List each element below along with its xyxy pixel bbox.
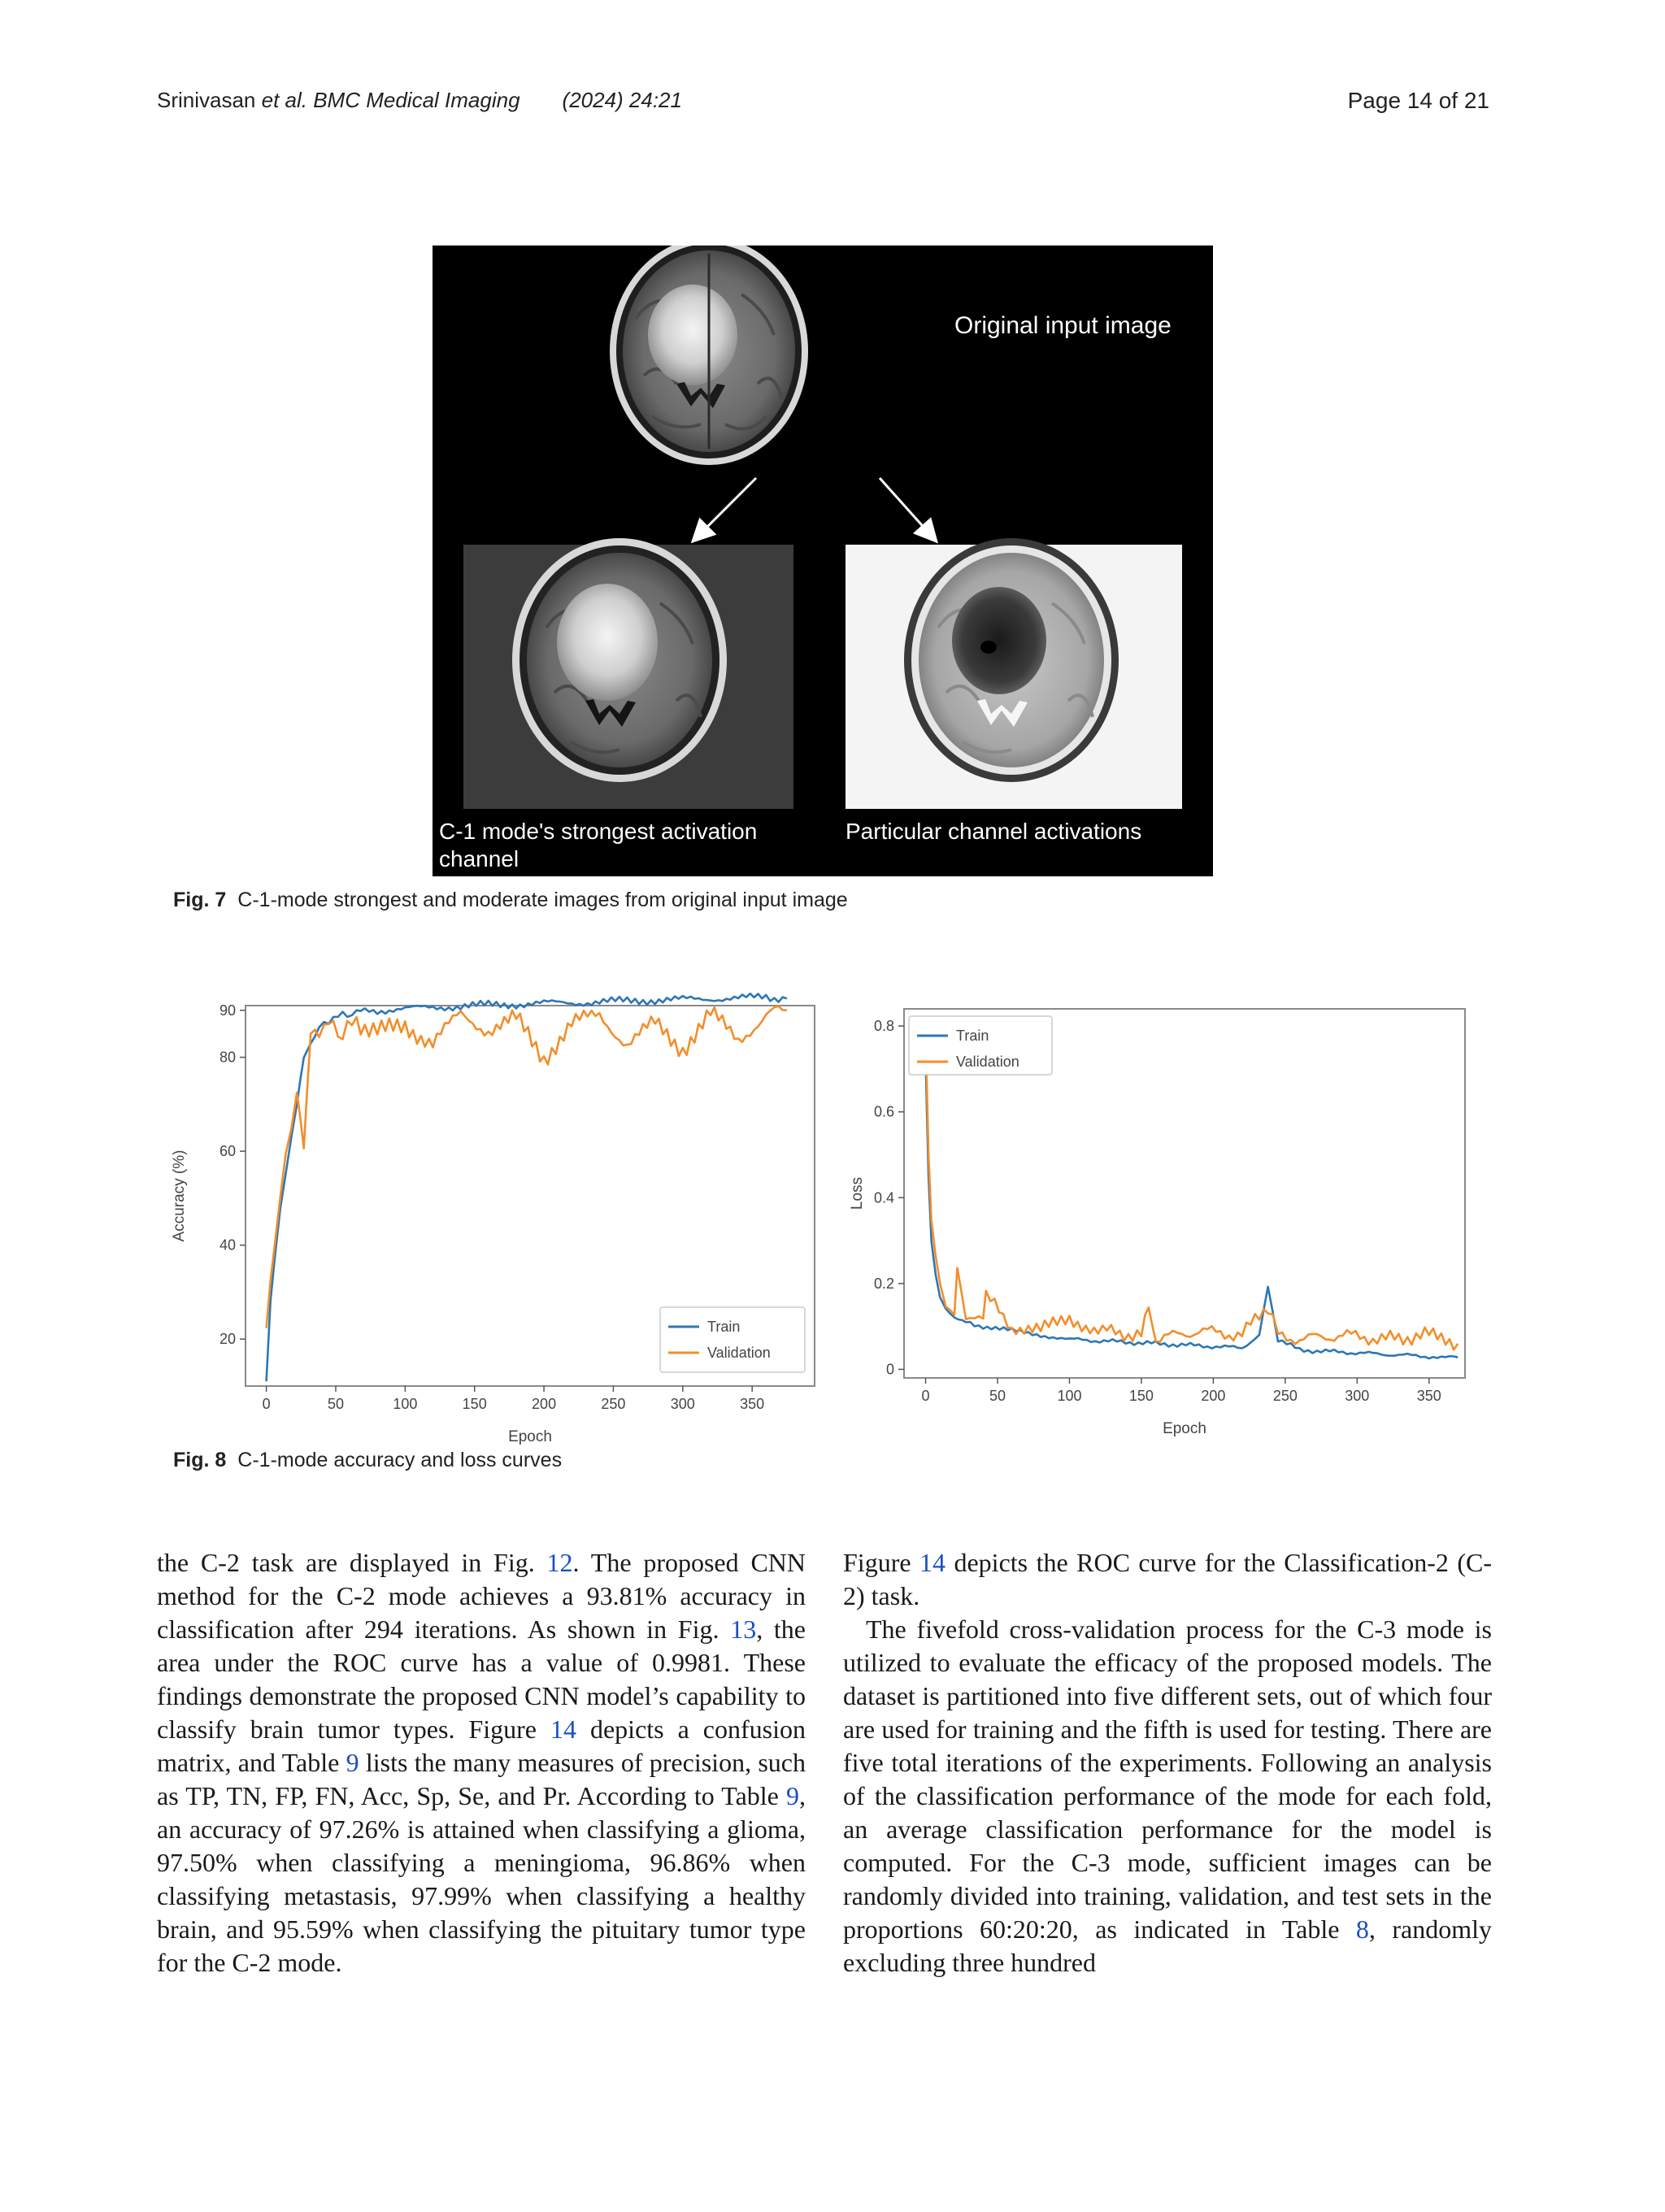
text-run: The fivefold cross-validation process for the C-3 mode is utilized to evaluate the efficacy of the proposed models. The dataset is partitioned into five different sets, out of which four are used for training and the fifth is used for testing. There are five total iterations of the experiments. Following an analysis of the classification performance of the mode for each fold, an average classification performance for the model is computed. For the C-3 mode, sufficient images can be randomly divided into training, validation, and test sets in the proportions 60:20:20, as indicated in Table xyxy=(843,1614,1492,1944)
x-tick-label: 50 xyxy=(327,1396,344,1412)
legend-label-train: Train xyxy=(956,1028,989,1044)
x-tick-label: 100 xyxy=(1057,1388,1082,1404)
label-strongest-line2: channel xyxy=(439,846,519,871)
x-tick-label: 200 xyxy=(532,1396,557,1412)
x-tick-label: 150 xyxy=(462,1396,487,1412)
y-axis-label: Accuracy (%) xyxy=(171,1149,188,1242)
legend-label-validation: Validation xyxy=(707,1345,771,1361)
x-tick-label: 300 xyxy=(670,1396,695,1412)
figure-8-caption xyxy=(173,1449,562,1472)
y-tick-label: 0.6 xyxy=(873,1103,894,1120)
x-tick-label: 0 xyxy=(921,1388,930,1404)
figure-7-caption-text: C-1-mode strongest and moderate images from original input image xyxy=(237,889,848,911)
figure-7-caption xyxy=(173,889,848,912)
running-header xyxy=(157,88,682,113)
x-tick-label: 150 xyxy=(1128,1388,1154,1404)
channel-activation-image xyxy=(846,538,1182,809)
y-tick-label: 20 xyxy=(219,1331,236,1348)
legend-label-train: Train xyxy=(707,1319,741,1335)
cross-reference-link[interactable]: 13 xyxy=(730,1614,757,1644)
cross-reference-link[interactable]: 9 xyxy=(346,1748,359,1777)
paragraph-left xyxy=(157,1546,806,1980)
paragraph-right-1 xyxy=(843,1546,1492,1613)
strongest-activation-image xyxy=(463,538,793,809)
x-tick-label: 100 xyxy=(393,1396,418,1412)
x-tick-label: 50 xyxy=(989,1388,1006,1404)
text-run: depicts a confusion matrix, and Table xyxy=(157,1714,806,1777)
x-tick-label: 300 xyxy=(1345,1388,1370,1404)
legend-box xyxy=(660,1307,805,1372)
y-tick-label: 0.2 xyxy=(873,1275,894,1292)
text-run: depicts the ROC curve for the Classification-2 (C-2) task. xyxy=(843,1548,1493,1610)
arrow-left xyxy=(694,478,756,540)
text-run: , randomly excluding three hundred xyxy=(843,1914,1492,1977)
y-tick-label: 80 xyxy=(219,1049,236,1066)
text-run: Figure xyxy=(843,1548,920,1577)
x-tick-label: 350 xyxy=(1416,1388,1441,1404)
text-run: the C-2 task are displayed in Fig. xyxy=(157,1548,547,1577)
header-year: (2024) 24:21 xyxy=(562,88,682,112)
header-journal: et al. BMC Medical Imaging xyxy=(261,88,520,112)
cross-reference-link[interactable]: 8 xyxy=(1355,1914,1369,1944)
figure-8-caption-text: C-1-mode accuracy and loss curves xyxy=(237,1449,563,1471)
cross-reference-link[interactable]: 12 xyxy=(546,1548,573,1577)
x-axis-label: Epoch xyxy=(508,1428,552,1445)
figure-8-caption-label: Fig. 8 xyxy=(173,1449,227,1471)
legend-label-validation: Validation xyxy=(956,1054,1019,1070)
figure-7-image xyxy=(433,246,1213,876)
y-tick-label: 0.4 xyxy=(873,1189,894,1206)
cross-reference-link[interactable]: 9 xyxy=(786,1781,799,1810)
text-run: , the area under the ROC curve has a value of 0.9981. These findings demonstrate the proposed CNN model’s capability to classify brain tumor types. Figure xyxy=(157,1614,806,1744)
cross-reference-link[interactable]: 14 xyxy=(550,1714,576,1744)
accuracy-chart xyxy=(163,992,829,1463)
text-run: , an accuracy of 97.26% is attained when classifying a glioma, 97.50% when classifying a meningioma, 96.86% when classifying metastasis, 97.99% when classifying a healthy brain, and 95.59% when classifying the pituitary tumor type for the C-2 mode. xyxy=(157,1781,806,1977)
text-run: lists the many measures of precision, such as TP, TN, FP, FN, Acc, Sp, Se, and Pr. According to Table xyxy=(157,1748,806,1810)
figure-7-illustration xyxy=(433,246,1213,876)
x-tick-label: 250 xyxy=(601,1396,626,1412)
y-tick-label: 90 xyxy=(219,1002,236,1019)
y-axis-label: Loss xyxy=(849,1176,866,1210)
x-tick-label: 350 xyxy=(740,1396,765,1412)
body-column-left xyxy=(157,1546,806,1980)
text-run: . The proposed CNN method for the C-2 mode achieves a 93.81% accuracy in classification after 294 iterations. As shown in Fig. xyxy=(157,1548,806,1644)
paragraph-right-2 xyxy=(843,1613,1492,1980)
x-tick-label: 200 xyxy=(1201,1388,1226,1404)
header-author: Srinivasan xyxy=(157,88,262,112)
body-column-right xyxy=(843,1546,1492,1980)
x-axis-label: Epoch xyxy=(1163,1420,1206,1437)
loss-chart xyxy=(846,992,1496,1455)
x-tick-label: 250 xyxy=(1272,1388,1298,1404)
x-tick-label: 0 xyxy=(262,1396,271,1412)
arrow-right xyxy=(880,478,935,540)
label-particular-channel: Particular channel activations xyxy=(846,819,1142,844)
figure-7-caption-label: Fig. 7 xyxy=(173,889,227,911)
label-strongest-line1: C-1 mode's strongest activation xyxy=(439,819,758,844)
label-original-input: Original input image xyxy=(954,312,1172,339)
y-tick-label: 0 xyxy=(885,1361,894,1378)
y-tick-label: 60 xyxy=(219,1143,236,1160)
original-brain-image xyxy=(610,246,808,465)
y-tick-label: 0.8 xyxy=(873,1018,894,1035)
cross-reference-link[interactable]: 14 xyxy=(919,1548,946,1577)
y-tick-label: 40 xyxy=(219,1236,236,1254)
page-number: Page 14 of 21 xyxy=(1347,88,1489,113)
